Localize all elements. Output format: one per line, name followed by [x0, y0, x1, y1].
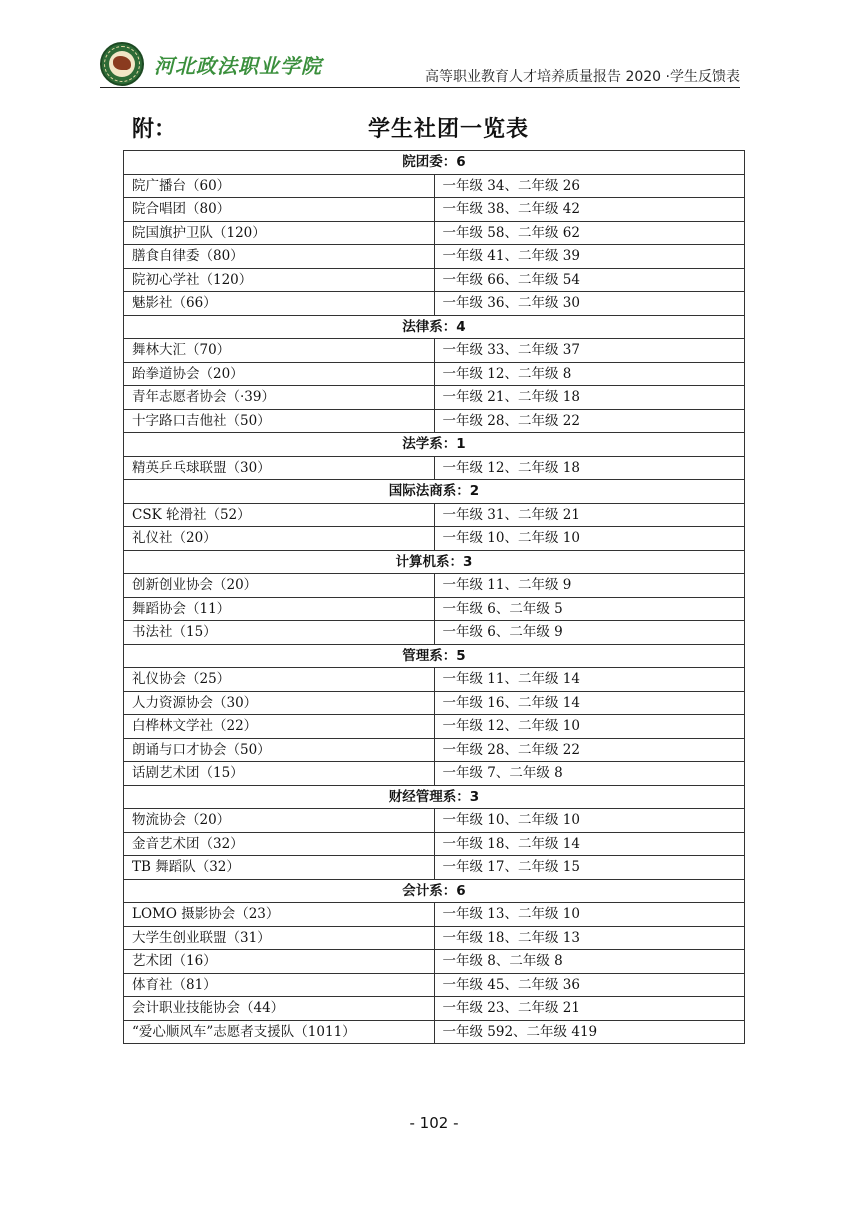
member-count-cell: 一年级 31、二年级 21	[434, 503, 745, 527]
table-row	[124, 1020, 745, 1044]
table-row	[124, 856, 745, 880]
department-header-row	[124, 151, 745, 175]
college-name-logo: 河北政法职业学院	[154, 54, 322, 78]
club-name-cell: 青年志愿者协会（·39）	[124, 386, 435, 410]
member-count-cell: 一年级 45、二年级 36	[434, 973, 745, 997]
club-name-cell: TB 舞蹈队（32）	[124, 856, 435, 880]
table-row	[124, 926, 745, 950]
member-count-cell: 一年级 38、二年级 42	[434, 198, 745, 222]
member-count-cell: 一年级 592、二年级 419	[434, 1020, 745, 1044]
department-heading: 财经管理系：3	[124, 785, 745, 809]
table-row	[124, 198, 745, 222]
member-count-cell: 一年级 16、二年级 14	[434, 691, 745, 715]
department-heading: 法律系：4	[124, 315, 745, 339]
club-name-cell: 精英乒乓球联盟（30）	[124, 456, 435, 480]
table-row	[124, 809, 745, 833]
college-seal-logo	[100, 42, 144, 86]
table-row	[124, 292, 745, 316]
club-name-cell: 大学生创业联盟（31）	[124, 926, 435, 950]
member-count-cell: 一年级 58、二年级 62	[434, 221, 745, 245]
table-row	[124, 456, 745, 480]
table-row	[124, 386, 745, 410]
department-heading: 院团委：6	[124, 151, 745, 175]
table-row	[124, 362, 745, 386]
department-header-row	[124, 879, 745, 903]
club-table	[123, 150, 745, 1044]
member-count-cell: 一年级 12、二年级 10	[434, 715, 745, 739]
club-name-cell: “爱心顺风车”志愿者支援队（1011）	[124, 1020, 435, 1044]
table-row	[124, 973, 745, 997]
table-row	[124, 409, 745, 433]
member-count-cell: 一年级 12、二年级 8	[434, 362, 745, 386]
table-row	[124, 245, 745, 269]
member-count-cell: 一年级 12、二年级 18	[434, 456, 745, 480]
table-row	[124, 503, 745, 527]
club-name-cell: 礼仪协会（25）	[124, 668, 435, 692]
club-name-cell: 白桦林文学社（22）	[124, 715, 435, 739]
member-count-cell: 一年级 17、二年级 15	[434, 856, 745, 880]
club-name-cell: 舞蹈协会（11）	[124, 597, 435, 621]
member-count-cell: 一年级 28、二年级 22	[434, 738, 745, 762]
page-header	[100, 42, 740, 86]
club-name-cell: 跆拳道协会（20）	[124, 362, 435, 386]
appendix-label: 附：	[132, 117, 177, 142]
club-name-cell: 话剧艺术团（15）	[124, 762, 435, 786]
club-name-cell: 院合唱团（80）	[124, 198, 435, 222]
club-name-cell: 物流协会（20）	[124, 809, 435, 833]
department-heading: 管理系：5	[124, 644, 745, 668]
member-count-cell: 一年级 33、二年级 37	[434, 339, 745, 363]
club-name-cell: 院广播台（60）	[124, 174, 435, 198]
report-title: 高等职业教育人才培养质量报告 2020 ·学生反馈表	[425, 69, 740, 85]
member-count-cell: 一年级 66、二年级 54	[434, 268, 745, 292]
header-divider	[100, 87, 740, 88]
table-row	[124, 950, 745, 974]
club-name-cell: 院国旗护卫队（120）	[124, 221, 435, 245]
table-row	[124, 903, 745, 927]
department-header-row	[124, 550, 745, 574]
table-row	[124, 268, 745, 292]
table-row	[124, 832, 745, 856]
page-title: 学生社团一览表	[368, 117, 530, 142]
table-row	[124, 574, 745, 598]
table-row	[124, 738, 745, 762]
club-name-cell: 魅影社（66）	[124, 292, 435, 316]
table-row	[124, 339, 745, 363]
club-name-cell: 舞林大汇（70）	[124, 339, 435, 363]
table-row	[124, 668, 745, 692]
club-name-cell: 书法社（15）	[124, 621, 435, 645]
table-row	[124, 762, 745, 786]
club-name-cell: 艺术团（16）	[124, 950, 435, 974]
member-count-cell: 一年级 10、二年级 10	[434, 809, 745, 833]
department-header-row	[124, 785, 745, 809]
department-header-row	[124, 644, 745, 668]
department-heading: 计算机系：3	[124, 550, 745, 574]
department-header-row	[124, 480, 745, 504]
table-row	[124, 221, 745, 245]
table-row	[124, 997, 745, 1021]
department-heading: 国际法商系：2	[124, 480, 745, 504]
page-title-row	[132, 112, 744, 146]
member-count-cell: 一年级 28、二年级 22	[434, 409, 745, 433]
table-row	[124, 621, 745, 645]
member-count-cell: 一年级 41、二年级 39	[434, 245, 745, 269]
member-count-cell: 一年级 8、二年级 8	[434, 950, 745, 974]
member-count-cell: 一年级 11、二年级 14	[434, 668, 745, 692]
member-count-cell: 一年级 7、二年级 8	[434, 762, 745, 786]
table-row	[124, 715, 745, 739]
table-row	[124, 527, 745, 551]
page-number: - 102 -	[409, 1114, 459, 1132]
member-count-cell: 一年级 6、二年级 5	[434, 597, 745, 621]
member-count-cell: 一年级 34、二年级 26	[434, 174, 745, 198]
member-count-cell: 一年级 6、二年级 9	[434, 621, 745, 645]
member-count-cell: 一年级 11、二年级 9	[434, 574, 745, 598]
member-count-cell: 一年级 18、二年级 13	[434, 926, 745, 950]
club-name-cell: 膳食自律委（80）	[124, 245, 435, 269]
club-name-cell: 金音艺术团（32）	[124, 832, 435, 856]
member-count-cell: 一年级 13、二年级 10	[434, 903, 745, 927]
member-count-cell: 一年级 36、二年级 30	[434, 292, 745, 316]
club-name-cell: 院初心学社（120）	[124, 268, 435, 292]
club-name-cell: 人力资源协会（30）	[124, 691, 435, 715]
club-name-cell: 体育社（81）	[124, 973, 435, 997]
member-count-cell: 一年级 10、二年级 10	[434, 527, 745, 551]
club-name-cell: 朗诵与口才协会（50）	[124, 738, 435, 762]
department-header-row	[124, 315, 745, 339]
club-name-cell: 十字路口吉他社（50）	[124, 409, 435, 433]
table-row	[124, 174, 745, 198]
club-name-cell: 礼仪社（20）	[124, 527, 435, 551]
department-heading: 法学系：1	[124, 433, 745, 457]
table-row	[124, 597, 745, 621]
club-name-cell: 创新创业协会（20）	[124, 574, 435, 598]
member-count-cell: 一年级 21、二年级 18	[434, 386, 745, 410]
horse-emblem-icon	[113, 56, 131, 70]
member-count-cell: 一年级 18、二年级 14	[434, 832, 745, 856]
member-count-cell: 一年级 23、二年级 21	[434, 997, 745, 1021]
club-name-cell: LOMO 摄影协会（23）	[124, 903, 435, 927]
department-heading: 会计系：6	[124, 879, 745, 903]
table-row	[124, 691, 745, 715]
club-name-cell: 会计职业技能协会（44）	[124, 997, 435, 1021]
club-name-cell: CSK 轮滑社（52）	[124, 503, 435, 527]
department-header-row	[124, 433, 745, 457]
club-table-body	[124, 151, 745, 1044]
